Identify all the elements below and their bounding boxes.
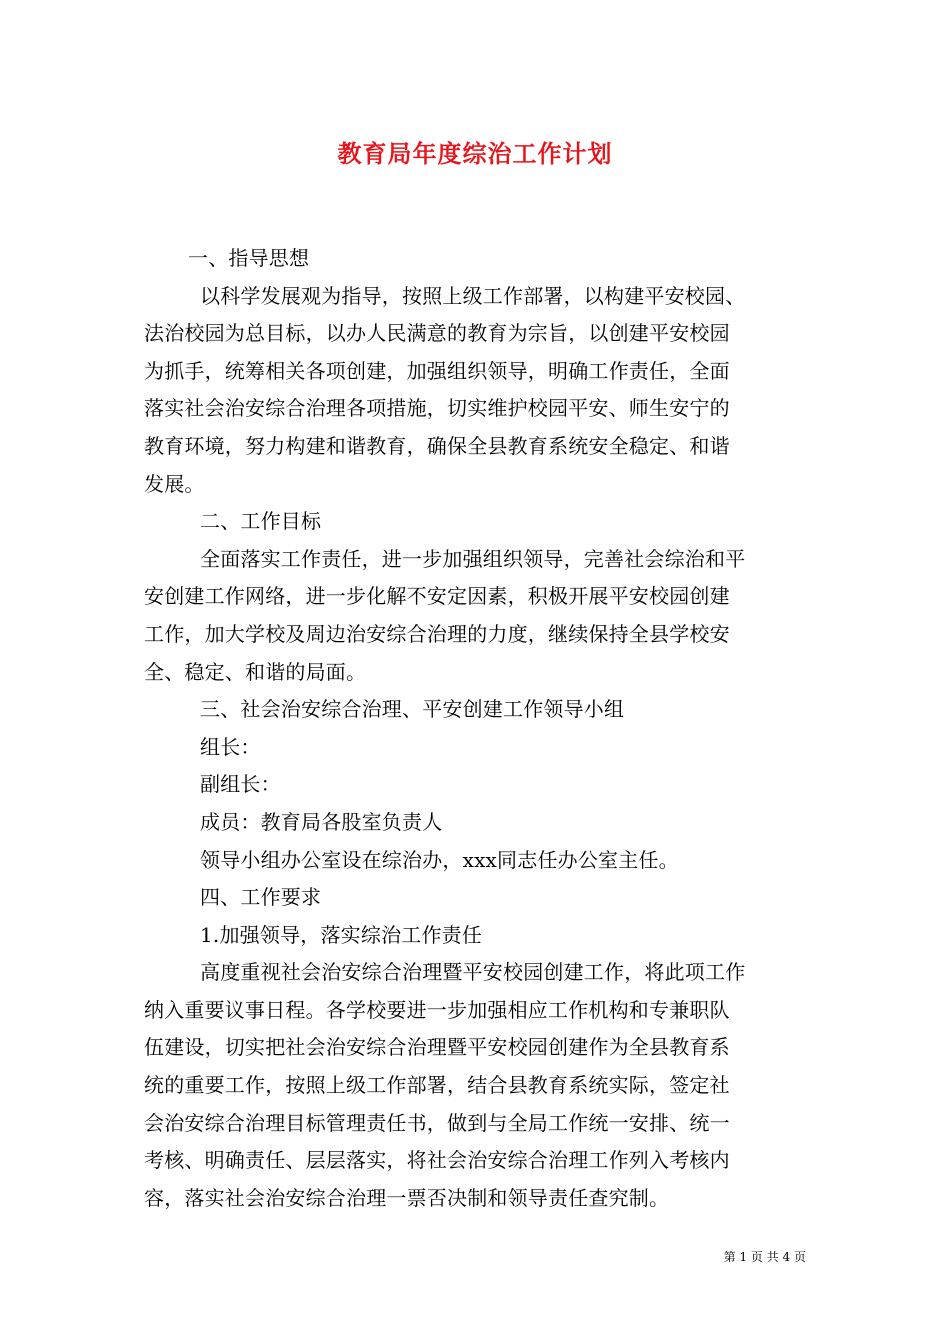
page-number-footer: 第 1 页 共 4 页 bbox=[723, 1250, 806, 1264]
paragraph-line: 考核、明确责任、层层落实，将社会治安综合治理工作列入考核内 bbox=[144, 1148, 730, 1173]
paragraph-line: 伍建设，切实把社会治安综合治理暨平安校园创建作为全县教育系 bbox=[144, 1035, 730, 1060]
paragraph-line: 高度重视社会治安综合治理暨平安校园创建工作，将此项工作 bbox=[200, 960, 746, 985]
paragraph-line: 统的重要工作，按照上级工作部署，结合县教育系统实际，签定社 bbox=[144, 1073, 730, 1098]
paragraph-line: 发展。 bbox=[144, 471, 205, 496]
members-line: 成员：教育局各股室负责人 bbox=[200, 809, 443, 834]
office-line: 领导小组办公室设在综治办，xxx同志任办公室主任。 bbox=[200, 847, 679, 872]
paragraph-line: 落实社会治安综合治理各项措施，切实维护校园平安、师生安宁的 bbox=[144, 396, 730, 421]
paragraph-line: 全面落实工作责任，进一步加强组织领导，完善社会综治和平 bbox=[200, 546, 746, 571]
paragraph-line: 纳入重要议事日程。各学校要进一步加强相应工作机构和专兼职队 bbox=[144, 997, 730, 1022]
section-heading-3: 三、社会治安综合治理、平安创建工作领导小组 bbox=[200, 697, 625, 722]
document-title: 教育局年度综治工作计划 bbox=[337, 139, 613, 168]
paragraph-line: 容，落实社会治安综合治理一票否决制和领导责任查究制。 bbox=[144, 1185, 670, 1210]
paragraph-line: 工作，加大学校及周边治安综合治理的力度，继续保持全县学校安 bbox=[144, 621, 730, 646]
subsection-heading: 1.加强领导，落实综治工作责任 bbox=[200, 922, 483, 947]
deputy-leader-line: 副组长： bbox=[200, 772, 281, 797]
group-leader-line: 组长： bbox=[200, 734, 261, 759]
paragraph-line: 为抓手，统筹相关各项创建，加强组织领导，明确工作责任，全面 bbox=[144, 358, 730, 383]
paragraph-line: 以科学发展观为指导，按照上级工作部署，以构建平安校园、 bbox=[200, 283, 746, 308]
section-heading-2: 二、工作目标 bbox=[200, 509, 322, 534]
section-heading-1: 一、指导思想 bbox=[188, 246, 310, 270]
section-heading-4: 四、工作要求 bbox=[200, 885, 322, 910]
paragraph-line: 法治校园为总目标，以办人民满意的教育为宗旨，以创建平安校园 bbox=[144, 321, 730, 346]
paragraph-line: 教育环境，努力构建和谐教育，确保全县教育系统安全稳定、和谐 bbox=[144, 433, 730, 458]
paragraph-line: 安创建工作网络，进一步化解不安定因素，积极开展平安校园创建 bbox=[144, 584, 730, 609]
document-body bbox=[144, 240, 808, 1217]
paragraph-line: 会治安综合治理目标管理责任书，做到与全局工作统一安排、统一 bbox=[144, 1110, 730, 1135]
paragraph-line: 全、稳定、和谐的局面。 bbox=[144, 659, 367, 684]
